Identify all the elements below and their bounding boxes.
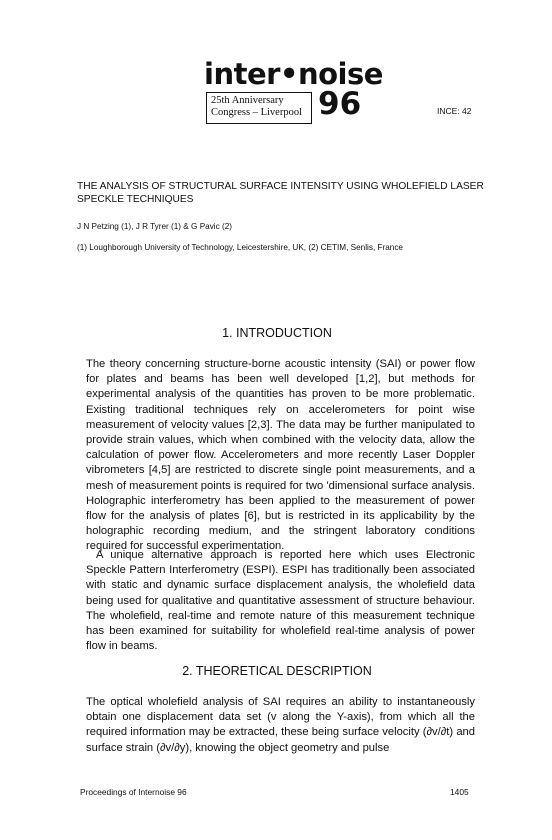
introduction-paragraph-2: A unique alternative approach is reported here which uses Electronic Speckle Pattern Interferometry (ESPI). ESPI has traditionally been associated with static and dynamic surface displacement analysis, the wholefield data being used for qualitative and quantitative assessment of structure behaviour. The wholefield, real-time and remote nature of this measurement technique has been examined for suitability for wholefield real-time analysis of power flow in beams.	[86, 549, 475, 653]
author-list: J N Petzing (1), J R Tyrer (1) & G Pavic (2)	[77, 222, 232, 231]
introduction-paragraph-1: The theory concerning structure-borne acoustic intensity (SAI) or power flow for plates and beams has been well developed [1,2], but methods for experimental analysis of the quantities has proven to be more problematic. Existing traditional techniques rely on accelerometers for point wise measurement of velocity values [2,3]. The data may be further manipulated to provide strain values, which when combined with the velocity data, allow the calculation of power flow. Accelerometers and more recently Laser Doppler vibrometers [4,5] are restricted to discrete single point measurements, and a mesh of measurement points is required for two 'dimensional surface analysis. Holographic interferometry has been applied to the measurement of power flow for the analysis of plates [6], but is restricted in its applicability by the holographic recording medium, and the stringent laboratory conditions required for successful experimentation.	[86, 358, 475, 553]
logo-title: inter•noise	[204, 57, 383, 91]
logo-anniversary-box	[206, 92, 312, 124]
logo-box-line-2: Congress – Liverpool	[211, 107, 302, 118]
theory-paragraph-1: The optical wholefield analysis of SAI requires an ability to instantaneously obtain one displacement data set (v along the Y-axis), from which all the required information may be extracted, these being surface velocity (∂v/∂t) and surface strain (∂v/∂y), knowing the object geometry and pulse	[86, 696, 475, 754]
footer-proceedings: Proceedings of Internoise 96	[80, 787, 187, 797]
logo-box-line-1: 25th Anniversary	[211, 95, 284, 106]
conference-logo	[200, 57, 383, 128]
affiliations: (1) Loughborough University of Technology, Leicestershire, UK, (2) CETIM, Senlis, France	[77, 243, 403, 252]
logo-year: 96	[318, 86, 362, 122]
section-heading-introduction: 1. INTRODUCTION	[222, 326, 332, 340]
paper-code: INCE: 42	[437, 106, 472, 116]
page-number: 1405	[450, 787, 469, 797]
section-heading-theory: 2. THEORETICAL DESCRIPTION	[182, 664, 372, 678]
paper-title: THE ANALYSIS OF STRUCTURAL SURFACE INTENSITY USING WHOLEFIELD LASER SPECKLE TECHNIQUES	[77, 181, 484, 205]
